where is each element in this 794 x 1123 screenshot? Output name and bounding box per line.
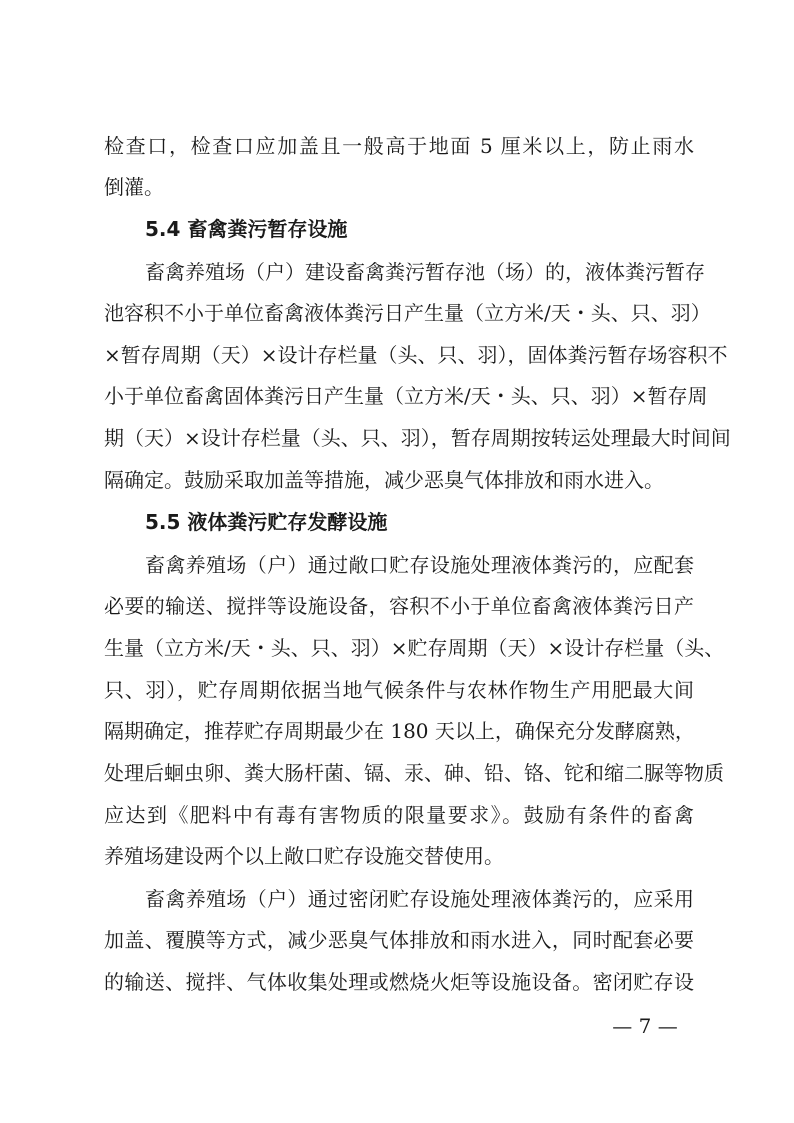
paragraph-line: 必要的输送、搅拌等设施设备，容积不小于单位畜禽液体粪污日产 bbox=[104, 594, 694, 618]
paragraph-line: 处理后蛔虫卵、粪大肠杆菌、镉、汞、砷、铅、铬、铊和缩二脲等物质 bbox=[104, 761, 724, 785]
paragraph-line: 的输送、搅拌、气体收集处理或燃烧火炬等设施设备。密闭贮存设 bbox=[104, 970, 694, 994]
paragraph-line: 小于单位畜禽固体粪污日产生量（立方米/天・头、只、羽）×暂存周 bbox=[104, 384, 708, 408]
page-number: — 7 — bbox=[612, 1014, 678, 1038]
paragraph-line: 倒灌。 bbox=[104, 175, 164, 199]
paragraph-line: 生量（立方米/天・头、只、羽）×贮存周期（天）×设计存栏量（头、 bbox=[104, 636, 725, 660]
paragraph-line: 畜禽养殖场（户）建设畜禽粪污暂存池（场）的，液体粪污暂存 bbox=[145, 260, 705, 284]
section-heading-5-4: 5.4 畜禽粪污暂存设施 bbox=[145, 217, 348, 241]
paragraph-line: 期（天）×设计存栏量（头、只、羽），暂存周期按转运处理最大时间间 bbox=[104, 426, 731, 450]
paragraph-line: ×暂存周期（天）×设计存栏量（头、只、羽），固体粪污暂存场容积不 bbox=[104, 343, 728, 367]
paragraph-line: 只、羽），贮存周期依据当地气候条件与农林作物生产用肥最大间 bbox=[104, 678, 694, 702]
paragraph-line: 加盖、覆膜等方式，减少恶臭气体排放和雨水进入，同时配套必要 bbox=[104, 928, 694, 952]
paragraph-line: 隔确定。鼓励采取加盖等措施，减少恶臭气体排放和雨水进入。 bbox=[104, 468, 664, 492]
paragraph-line: 畜禽养殖场（户）通过密闭贮存设施处理液体粪污的，应采用 bbox=[145, 887, 694, 911]
paragraph-line: 养殖场建设两个以上敞口贮存设施交替使用。 bbox=[104, 844, 504, 868]
paragraph-line: 应达到《肥料中有毒有害物质的限量要求》。鼓励有条件的畜禽 bbox=[104, 803, 694, 827]
paragraph-line: 检查口，检查口应加盖且一般高于地面 5 厘米以上，防止雨水 bbox=[104, 134, 694, 158]
section-heading-5-5: 5.5 液体粪污贮存发酵设施 bbox=[145, 510, 388, 534]
paragraph-line: 隔期确定，推荐贮存周期最少在 180 天以上，确保充分发酵腐熟， bbox=[104, 719, 695, 743]
paragraph-line: 畜禽养殖场（户）通过敞口贮存设施处理液体粪污的，应配套 bbox=[145, 553, 694, 577]
paragraph-line: 池容积不小于单位畜禽液体粪污日产生量（立方米/天・头、只、羽） bbox=[104, 301, 711, 325]
